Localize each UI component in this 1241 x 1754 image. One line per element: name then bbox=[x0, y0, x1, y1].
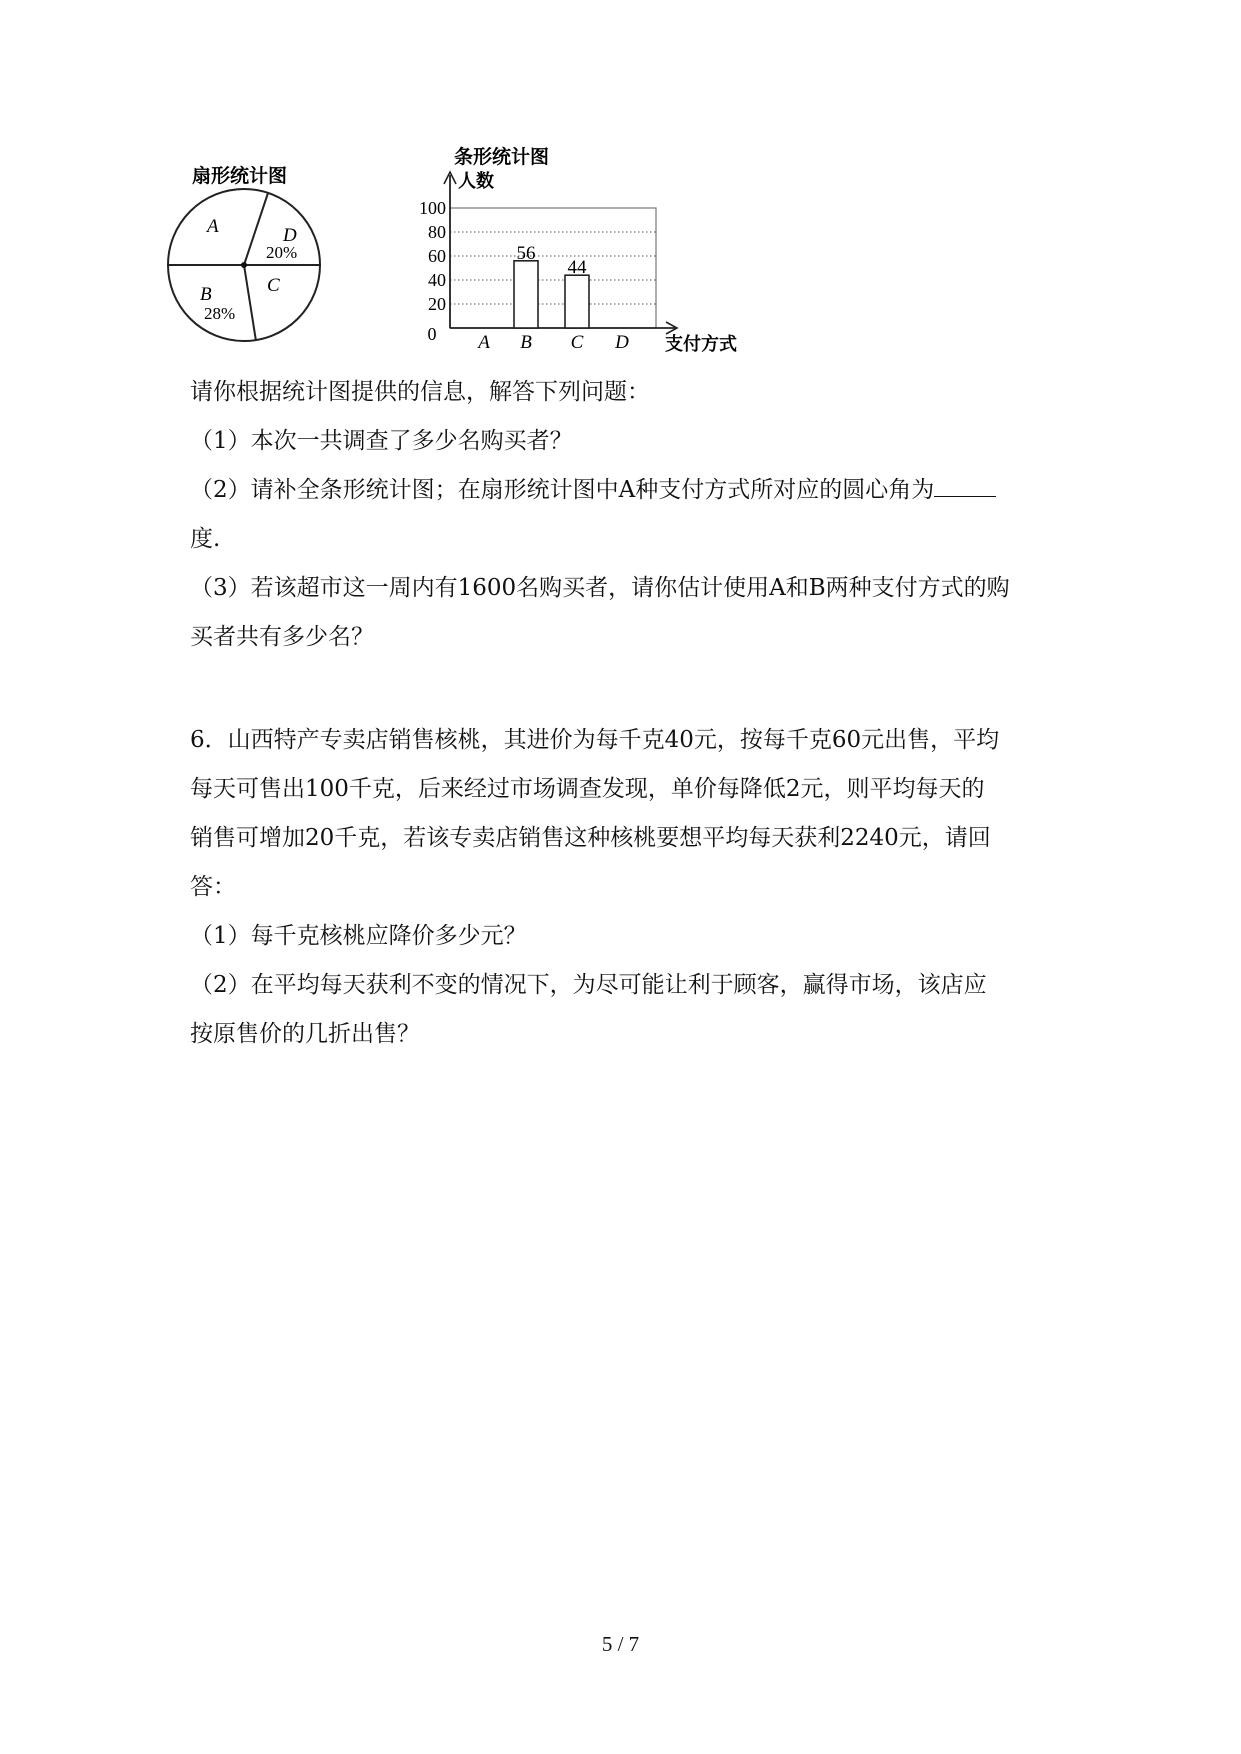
q6-line-3: 销售可增加20千克，若该专卖店销售这种核桃要想平均每天获利2240元，请回 bbox=[190, 825, 991, 851]
bar-ytick-80: 80 bbox=[428, 222, 446, 242]
bar-ytick-100: 100 bbox=[419, 198, 446, 218]
bar-ytick-60: 60 bbox=[428, 246, 446, 266]
bar-ytick-40: 40 bbox=[428, 270, 446, 290]
bar-ylabel: 人数 bbox=[458, 171, 494, 192]
bar-ytick-0: 0 bbox=[427, 324, 437, 344]
q5-part-2 bbox=[190, 466, 1060, 515]
answer-blank bbox=[934, 474, 996, 497]
bar-xticks bbox=[476, 332, 629, 353]
page-number: 5 / 7 bbox=[601, 1632, 640, 1656]
q6-line-1: 6．山西特产专卖店销售核桃，其进价为每千克40元，按每千克60元出售，平均 bbox=[190, 727, 1000, 753]
q6-line-2: 每天可售出100千克，后来经过市场调查发现，单价每降低2元，则平均每天的 bbox=[190, 776, 985, 802]
pie-label-b: B bbox=[200, 284, 212, 305]
q5-part-3-cont: 买者共有多少名？ bbox=[190, 624, 374, 650]
q6-part-1: （1）每千克核桃应降价多少元？ bbox=[190, 923, 527, 949]
bar-xtick-B: B bbox=[520, 332, 532, 353]
figures bbox=[180, 146, 860, 400]
q5-part-1: （1）本次一共调查了多少名购买者？ bbox=[190, 428, 573, 454]
pie-label-d: D bbox=[283, 225, 297, 246]
bar-xtick-A: A bbox=[478, 332, 490, 353]
question-5-text bbox=[190, 368, 1060, 662]
bar-title: 条形统计图 bbox=[454, 146, 550, 168]
bar-xtick-D: D bbox=[615, 332, 629, 353]
pie-boundary-b-c bbox=[244, 265, 256, 341]
question-6-text bbox=[190, 716, 1060, 1059]
q6-part-2-cont: 按原售价的几折出售？ bbox=[190, 1021, 420, 1047]
pie-title: 扇形统计图 bbox=[192, 165, 288, 187]
pie-chart bbox=[168, 189, 320, 341]
q5-part-2-cont: 度. bbox=[190, 526, 221, 552]
bar-plot-frame bbox=[450, 208, 656, 328]
bar-xlabel: 支付方式 bbox=[665, 334, 737, 355]
bar-value-label-C: 44 bbox=[567, 257, 587, 279]
bar-yticks bbox=[419, 198, 446, 314]
pie-pct-b: 28% bbox=[204, 304, 236, 323]
q5-part-2-text: （2）请补全条形统计图；在扇形统计图中A种支付方式所对应的圆心角为 bbox=[190, 477, 935, 503]
q6-part-2: （2）在平均每天获利不变的情况下，为尽可能让利于顾客，赢得市场，该店应 bbox=[190, 972, 987, 998]
bar-xtick-C: C bbox=[570, 332, 584, 353]
q5-part-3: （3）若该超市这一周内有1600名购买者，请你估计使用A和B两种支付方式的购 bbox=[190, 575, 1010, 601]
pie-label-a: A bbox=[207, 216, 219, 237]
bar-B bbox=[514, 261, 538, 328]
bar-ytick-20: 20 bbox=[428, 294, 446, 314]
q6-line-4: 答： bbox=[190, 874, 236, 900]
pie-boundary-a-d bbox=[244, 193, 268, 265]
charts-svg bbox=[180, 146, 860, 400]
pie-label-c: C bbox=[267, 275, 280, 296]
pie-center bbox=[241, 262, 247, 268]
bar-grid bbox=[450, 208, 656, 304]
bar-C bbox=[565, 275, 589, 328]
pie-pct-d: 20% bbox=[266, 243, 298, 262]
bar-value-label-B: 56 bbox=[516, 242, 536, 264]
q5-intro: 请你根据统计图提供的信息，解答下列问题： bbox=[190, 379, 650, 405]
